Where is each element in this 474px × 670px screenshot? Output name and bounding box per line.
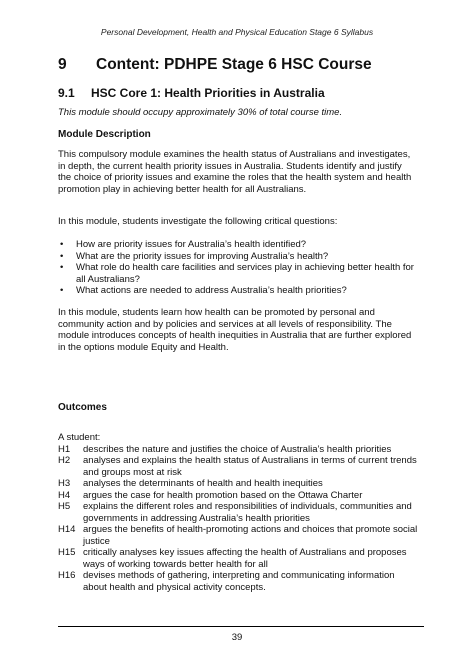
subsection-number: 9.1 xyxy=(58,86,75,100)
section-title: Content: PDHPE Stage 6 HSC Course xyxy=(96,56,372,73)
list-item: • What role do health care facilities and services play in achieving better health for all Australians? xyxy=(60,262,414,285)
bullet-icon: • xyxy=(60,285,64,297)
outcome-code: H5 xyxy=(58,501,71,512)
paragraph-line: the choice of priority issues and examine the roles that the health system and health xyxy=(58,172,412,184)
outcome-code: H16 xyxy=(58,570,76,581)
paragraph-line: module introduces concepts of health inequities in Australia that are further explored xyxy=(58,330,412,342)
outcome-item: H5 explains the different roles and responsibilities of individuals, communities and governments in addressing Australia’s health priorities xyxy=(58,501,412,524)
bullet-icon: • xyxy=(60,250,64,262)
running-header: Personal Development, Health and Physical Education Stage 6 Syllabus xyxy=(100,27,374,37)
outcome-item: H3 analyses the determinants of health and health inequities xyxy=(58,478,323,489)
course-time-note: This module should occupy approximately 30% of total course time. xyxy=(58,107,343,118)
outcome-item: H15 critically analyses key issues affecting the health of Australians and proposes ways of working towards better health for all xyxy=(58,547,407,570)
subsection-title: HSC Core 1: Health Priorities in Australia xyxy=(91,86,325,100)
section-heading xyxy=(58,56,372,74)
outcome-item: H16 devises methods of gathering, interpreting and communicating information about health and physical activity concepts. xyxy=(58,570,395,593)
page-number: 39 xyxy=(231,632,243,643)
outcomes-heading: Outcomes xyxy=(58,402,107,413)
outcomes-list xyxy=(58,432,428,593)
list-item: • How are priority issues for Australia’s health identified? xyxy=(60,239,307,250)
module-description-paragraph xyxy=(58,149,428,195)
list-item: • What actions are needed to address Australia’s health priorities? xyxy=(60,285,347,297)
outcome-item: H4 argues the case for health promotion based on the Ottawa Charter xyxy=(58,489,363,501)
outcome-code: H1 xyxy=(58,443,71,455)
paragraph-line: promotion play in achieving better health for all Australians. xyxy=(58,183,307,195)
outcomes-intro: A student: xyxy=(58,432,101,443)
outcome-code: H2 xyxy=(58,455,71,466)
paragraph-line: in the options module Equity and Health. xyxy=(58,341,229,353)
subsection-heading xyxy=(58,86,325,100)
paragraph-line: in depth, the current health priority issues in Australia. Students identify and justify xyxy=(58,160,402,172)
outcome-code: H14 xyxy=(58,524,76,535)
outcome-item: H14 argues the benefits of health-promoting actions and choices that promote social justice xyxy=(58,524,418,547)
paragraph-line: In this module, students learn how health can be promoted by personal and xyxy=(58,307,375,318)
questions-intro: In this module, students investigate the following critical questions: xyxy=(58,216,338,227)
outcome-item: H2 analyses and explains the health status of Australians in terms of current trends and groups most at risk xyxy=(58,455,417,478)
list-item: • What are the priority issues for improving Australia’s health? xyxy=(60,250,329,262)
module-closing-paragraph xyxy=(58,307,428,353)
outcome-code: H3 xyxy=(58,478,71,489)
critical-questions-list xyxy=(58,239,428,297)
outcome-code: H15 xyxy=(58,547,76,558)
bullet-icon: • xyxy=(60,262,64,274)
footer-divider xyxy=(58,626,424,627)
outcome-item: H1 describes the nature and justifies the choice of Australia’s health priorities xyxy=(58,443,392,455)
paragraph-line: This compulsory module examines the health status of Australians and investigates, xyxy=(58,149,411,160)
outcome-code: H4 xyxy=(58,489,71,501)
section-number: 9 xyxy=(58,56,67,73)
paragraph-line: community action and by policies and services at all levels of responsibility. The xyxy=(58,318,392,330)
bullet-icon: • xyxy=(60,239,64,250)
module-description-heading: Module Description xyxy=(58,129,151,140)
